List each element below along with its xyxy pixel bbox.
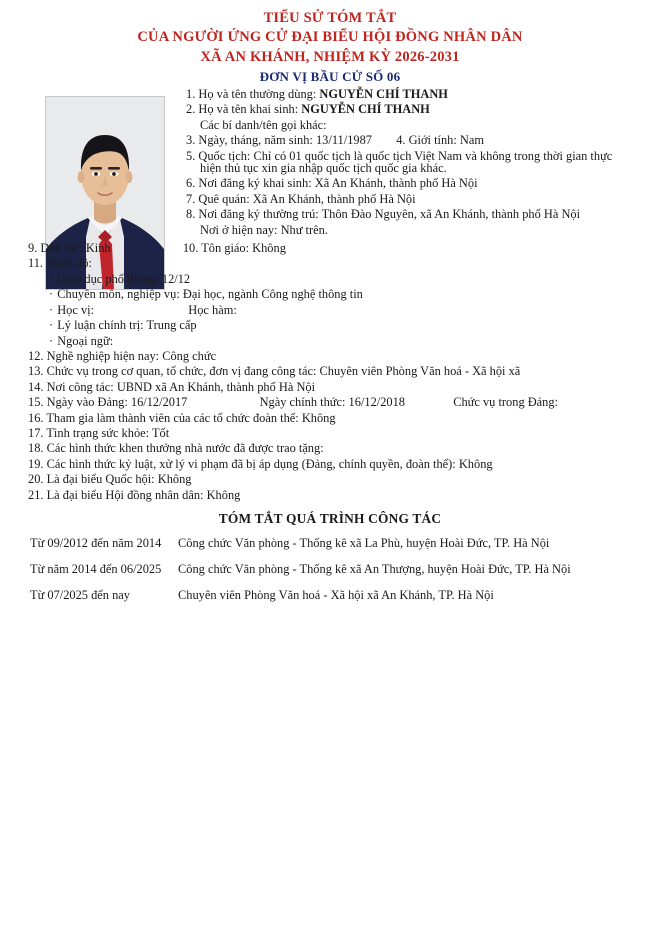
field-value-gender: Nam xyxy=(459,133,484,148)
field-label-academic-title: Học hàm: xyxy=(188,302,237,317)
field-value: Trung cấp xyxy=(146,318,197,333)
bullet-dot-icon: · xyxy=(49,302,58,317)
field-label-gender: 4. Giới tính: xyxy=(396,133,457,148)
work-position: Công chức Văn phòng - Thống kê xã La Phù, huyện Hoài Đức, TP. Hà Nội xyxy=(178,536,550,551)
field-ethnicity-and-religion xyxy=(28,242,638,254)
field-label: 13. Chức vụ trong cơ quan, tổ chức, đơn vị đang công tác: xyxy=(28,364,317,379)
field-health-status xyxy=(28,427,638,439)
table-row xyxy=(30,563,642,589)
field-label: 21. Là đại biểu Hội đồng nhân dân: xyxy=(28,487,204,502)
field-value: Không xyxy=(157,472,192,487)
field-value: Kinh xyxy=(85,241,111,256)
field-people-council-deputy xyxy=(28,489,638,501)
field-academic-degree xyxy=(49,304,660,316)
field-label: 5. Quốc tịch: xyxy=(186,148,251,163)
field-value: 12/12 xyxy=(161,271,191,286)
field-value: Đại học, ngành Công nghệ thông tin xyxy=(182,287,363,302)
field-label: Các bí danh/tên gọi khác: xyxy=(200,117,327,132)
field-label: Chuyên môn, nghiệp vụ: xyxy=(57,287,180,302)
field-value: NGUYỄN CHÍ THANH xyxy=(319,87,448,101)
field-value: Không xyxy=(458,456,493,471)
header-title-line2: CỦA NGƯỜI ỨNG CỬ ĐẠI BIỂU HỘI ĐỒNG NHÂN DÂN xyxy=(137,29,523,46)
field-national-assembly-deputy xyxy=(28,473,638,485)
work-position: Chuyên viên Phòng Văn hoá - Xã hội xã An Khánh, TP. Hà Nội xyxy=(178,588,494,603)
field-hometown xyxy=(186,193,636,205)
field-value: Không xyxy=(206,487,241,502)
work-history-table xyxy=(30,537,642,615)
field-full-name-common xyxy=(186,88,636,100)
field-label: 15. Ngày vào Đảng: xyxy=(28,395,128,410)
field-label: 1. Họ và tên thường dùng: xyxy=(186,87,317,101)
field-label: Ngoại ngữ: xyxy=(57,333,114,348)
field-label: 14. Nơi công tác: xyxy=(28,379,114,394)
field-value: Chuyên viên Phòng Văn hoá - Xã hội xã xyxy=(319,364,521,379)
work-history-title: TÓM TẮT QUÁ TRÌNH CÔNG TÁC xyxy=(218,510,442,526)
table-row xyxy=(30,589,642,615)
field-position-in-organization xyxy=(28,365,638,377)
work-period: Từ 09/2012 đến năm 2014 xyxy=(30,536,162,551)
field-label: 17. Tình trạng sức khỏe: xyxy=(28,425,150,440)
field-label: 11. Trình độ: xyxy=(28,256,92,271)
bullet-dot-icon: · xyxy=(49,333,58,348)
field-birth-registration-place xyxy=(186,177,636,189)
field-party-membership-dates xyxy=(28,396,638,408)
field-value-official-date: 16/12/2018 xyxy=(348,395,405,410)
field-mass-organizations xyxy=(28,412,638,424)
field-label-religion: 10. Tôn giáo: xyxy=(182,241,250,256)
field-education-level xyxy=(28,257,638,269)
field-permanent-residence xyxy=(186,208,636,220)
field-value-religion: Không xyxy=(252,241,286,256)
work-position: Công chức Văn phòng - Thống kê xã An Thượng, huyện Hoài Đức, TP. Hà Nội xyxy=(178,562,571,577)
field-label: Nơi ở hiện nay: xyxy=(200,222,278,237)
field-label: 6. Nơi đăng ký khai sinh: xyxy=(186,176,312,191)
field-professional-qualification xyxy=(49,288,660,300)
field-aliases xyxy=(186,119,636,131)
field-label: 8. Nơi đăng ký thường trú: xyxy=(186,207,319,222)
field-label: 20. Là đại biểu Quốc hội: xyxy=(28,472,155,487)
field-label: 18. Các hình thức khen thưởng nhà nước đã được trao tặng: xyxy=(28,441,324,456)
field-label-official-date: Ngày chính thức: xyxy=(259,395,346,410)
field-value: Chỉ có 01 quốc tịch là quốc tịch Việt Nam và không trong thời gian thực hiện thủ tục xin gia nhập quốc tịch quốc gia khác. xyxy=(200,148,613,176)
field-label: 16. Tham gia làm thành viên của các tổ chức đoàn thể: xyxy=(28,410,299,425)
field-label: Lý luận chính trị: xyxy=(57,318,144,333)
field-value: Xã An Khánh, thành phố Hà Nội xyxy=(252,191,416,206)
field-political-theory xyxy=(49,319,660,331)
field-value: UBND xã An Khánh, thành phố Hà Nội xyxy=(116,379,316,394)
bullet-dot-icon: · xyxy=(49,271,58,286)
field-value: Xã An Khánh, thành phố Hà Nội xyxy=(314,176,478,191)
field-value: Thôn Đào Nguyên, xã An Khánh, thành phố Hà Nội xyxy=(321,207,581,222)
table-row xyxy=(30,537,642,563)
field-label: 3. Ngày, tháng, năm sinh: xyxy=(186,133,313,148)
field-value: Như trên. xyxy=(280,222,328,237)
field-current-residence xyxy=(186,224,636,236)
work-period: Từ 07/2025 đến nay xyxy=(30,588,130,603)
field-current-occupation xyxy=(28,350,638,362)
field-value: Không xyxy=(301,410,336,425)
field-value: 13/11/1987 xyxy=(315,133,372,148)
field-value: Công chức xyxy=(162,348,217,363)
field-label: 19. Các hình thức kỷ luật, xử lý vi phạm đã bị áp dụng (Đảng, chính quyền, đoàn thể): xyxy=(28,456,456,471)
header-title-line1: TIỂU SỬ TÓM TẮT xyxy=(263,10,397,26)
field-value: Tốt xyxy=(151,425,170,440)
field-label: 9. Dân tộc: xyxy=(28,241,83,256)
bullet-dot-icon: · xyxy=(49,318,58,333)
header-title-line3: XÃ AN KHÁNH, NHIỆM KỲ 2026-2031 xyxy=(200,48,460,65)
field-foreign-language xyxy=(49,335,660,347)
work-period: Từ năm 2014 đến 06/2025 xyxy=(30,562,162,577)
field-workplace xyxy=(28,381,638,393)
field-state-awards xyxy=(28,442,638,454)
document-header xyxy=(0,0,660,85)
field-value: NGUYỄN CHÍ THANH xyxy=(301,102,430,117)
field-label: Giáo dục phổ thông: xyxy=(57,271,159,286)
field-full-name-birth xyxy=(186,103,636,115)
field-birth-date-and-gender xyxy=(186,134,636,146)
field-disciplinary-actions xyxy=(28,458,638,470)
field-label: 2. Họ và tên khai sinh: xyxy=(186,102,299,117)
field-label-party-position: Chức vụ trong Đảng: xyxy=(453,395,559,410)
field-label: 7. Quê quán: xyxy=(186,191,250,206)
field-value: 16/12/2017 xyxy=(130,395,188,410)
bullet-dot-icon: · xyxy=(49,287,58,302)
field-nationality xyxy=(186,150,636,175)
header-electoral-unit: ĐƠN VỊ BẦU CỬ SỐ 06 xyxy=(259,68,401,84)
field-label: 12. Nghề nghiệp hiện nay: xyxy=(28,348,160,363)
field-general-education xyxy=(49,273,660,285)
biography-fields xyxy=(0,88,660,615)
field-label: Học vị: xyxy=(57,302,95,317)
